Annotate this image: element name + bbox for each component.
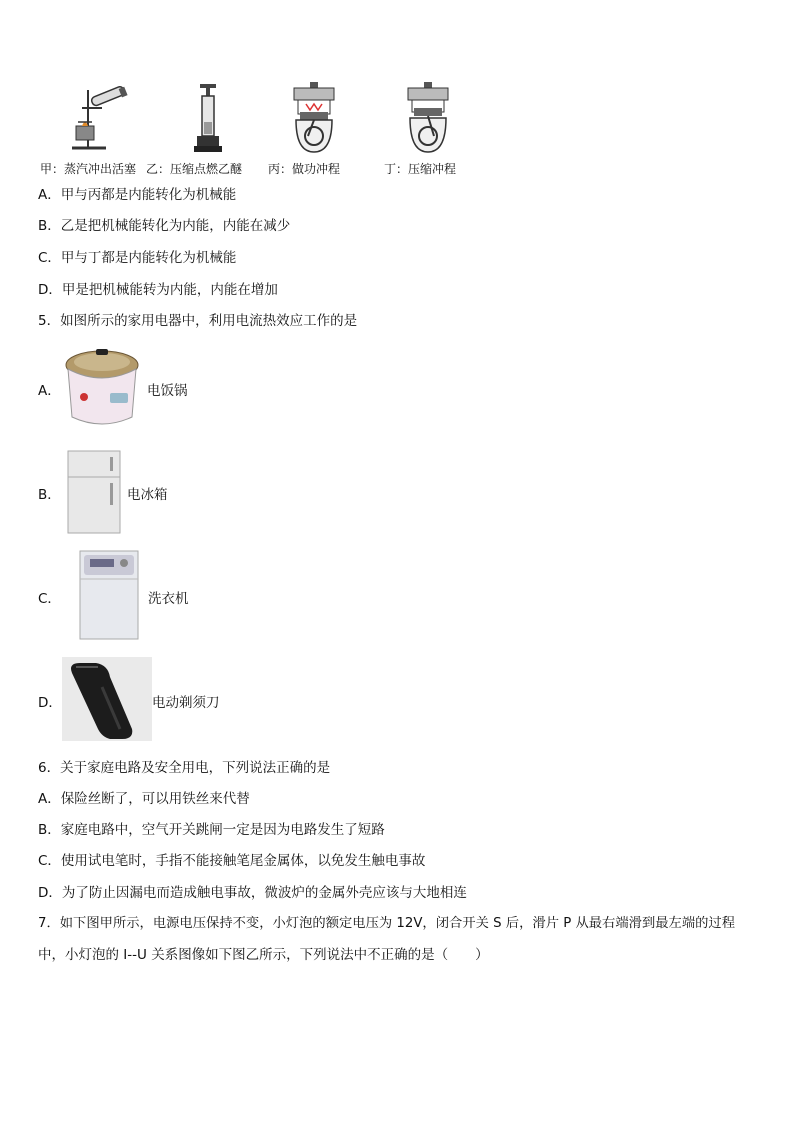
q5-option-d-label: D． [38, 695, 62, 711]
electric-shaver-image [62, 657, 152, 741]
q5-option-b-label: B． [38, 487, 61, 503]
q4-option-c: C．甲与丁都是内能转化为机械能 [38, 250, 237, 266]
compression-cylinder-icon [190, 82, 226, 156]
engine-compression-stroke-icon [404, 80, 452, 156]
q4-option-b: B．乙是把机械能转化为内能，内能在减少 [38, 218, 291, 234]
engine-power-stroke-icon [290, 80, 338, 156]
caption-bing: 丙：做功冲程 [268, 162, 341, 176]
q6-option-c: C．使用试电笔时，手指不能接触笔尾金属体，以免发生触电事故 [38, 853, 426, 869]
figure-jia-steam-test-tube [62, 86, 132, 156]
q7-stem-line1: 7．如下图甲所示，电源电压保持不变，小灯泡的额定电压为 12V，闭合开关 S 后，滑片 P 从最右端滑到最左端的过程 [38, 916, 736, 931]
q5-option-c-label: C． [38, 591, 61, 607]
q5-stem: 5．如图所示的家用电器中，利用电流热效应工作的是 [38, 313, 358, 329]
q5-option-c-text: 洗衣机 [148, 591, 189, 607]
q5-option-b-text: 电冰箱 [127, 487, 168, 503]
q6-stem: 6．关于家庭电路及安全用电，下列说法正确的是 [38, 760, 331, 776]
q4-option-d: D．甲是把机械能转为内能，内能在增加 [38, 282, 278, 298]
q6-option-d: D．为了防止因漏电而造成触电事故，微波炉的金属外壳应该与大地相连 [38, 885, 467, 901]
caption-jia: 甲：蒸汽冲出活塞 [40, 162, 137, 176]
q4-option-a: A．甲与丙都是内能转化为机械能 [38, 187, 237, 203]
q6-option-b: B．家庭电路中，空气开关跳闸一定是因为电路发生了短路 [38, 822, 385, 838]
steam-apparatus-icon [62, 86, 132, 156]
figure-bing-power-stroke-engine [290, 80, 338, 156]
figure-ding-compression-stroke-engine [404, 80, 452, 156]
q5-option-d-text: 电动剃须刀 [152, 695, 220, 711]
q6-option-a: A．保险丝断了，可以用铁丝来代替 [38, 791, 250, 807]
figure-yi-compression-cylinder [190, 82, 226, 156]
caption-yi: 乙：压缩点燃乙醚 [146, 162, 243, 176]
q7-stem-line2: 中，小灯泡的 I--U 关系图像如下图乙所示，下列说法中不正确的是（ ） [38, 947, 489, 963]
q5-option-a-label: A． [38, 383, 61, 399]
rice-cooker-image [62, 343, 142, 431]
refrigerator-image [66, 449, 122, 535]
q5-option-a-text: 电饭锅 [147, 383, 188, 399]
washing-machine-image [76, 549, 142, 641]
caption-ding: 丁：压缩冲程 [384, 162, 457, 176]
